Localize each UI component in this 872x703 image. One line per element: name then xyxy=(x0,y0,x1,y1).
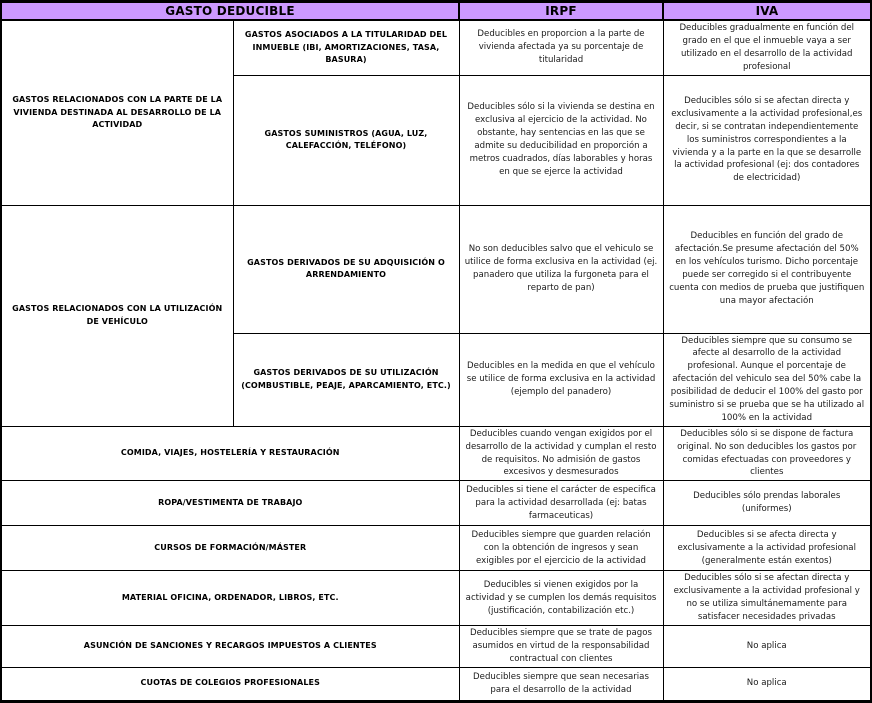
cell-ropa-iva: Deducibles sólo prendas laborales (uniformes) xyxy=(663,481,871,526)
subcategory-titularidad: GASTOS ASOCIADOS A LA TITULARIDAD DEL INMUEBLE (IBI, AMORTIZACIONES, TASA, BASURA) xyxy=(233,20,459,75)
table-row xyxy=(1,481,871,526)
row-label-ropa: ROPA/VESTIMENTA DE TRABAJO xyxy=(1,481,459,526)
table-row xyxy=(1,526,871,571)
subcategory-adquisicion: GASTOS DERIVADOS DE SU ADQUISICIÓN O ARRENDAMIENTO xyxy=(233,205,459,333)
cell-cursos-irpf: Deducibles siempre que guarden relación con la obtención de ingresos y sean exigibles por el ejercicio de la actividad xyxy=(459,526,663,571)
cell-ropa-irpf: Deducibles si tiene el carácter de especifica para la actividad desarrollada (ej: batas farmaceuticas) xyxy=(459,481,663,526)
cell-utilizacion-irpf: Deducibles en la medida en que el vehículo se utilice de forma exclusiva en la actividad (ejemplo del panadero) xyxy=(459,333,663,426)
cell-cuotas-iva: No aplica xyxy=(663,667,871,701)
subcategory-utilizacion: GASTOS DERIVADOS DE SU UTILIZACIÓN (COMBUSTIBLE, PEAJE, APARCAMIENTO, ETC.) xyxy=(233,333,459,426)
category-vehiculo: GASTOS RELACIONADOS CON LA UTILIZACIÓN DE VEHÍCULO xyxy=(1,205,233,426)
cell-material-iva: Deducibles sólo si se afectan directa y exclusivamente a la actividad profesional y no se utiliza simultánemamente para satisfacer necesidades privadas xyxy=(663,571,871,626)
header-irpf: IRPF xyxy=(459,2,663,21)
cell-suministros-iva: Deducibles sólo si se afectan directa y exclusivamente a la actividad profesional,es decir, si se contratan independientemente los suministros correspondientes a la vivienda y a la parte en la que se desarrolle la actividad profesional (ej: dos contadores de electricidad) xyxy=(663,75,871,205)
header-iva: IVA xyxy=(663,2,871,21)
row-label-material: MATERIAL OFICINA, ORDENADOR, LIBROS, ETC. xyxy=(1,571,459,626)
cell-utilizacion-iva: Deducibles siempre que su consumo se afecte al desarrollo de la actividad profesional. Aunque el porcentaje de afectación del vehiculo sea del 50% cabe la posibilidad de deducir el 100% del gasto por suministro si se prueba que se ha utilizado al 100% en la actividad xyxy=(663,333,871,426)
cell-material-irpf: Deducibles si vienen exigidos por la actividad y se cumplen los demás requisitos (justificación, contabilización etc.) xyxy=(459,571,663,626)
cell-comida-iva: Deducibles sólo si se dispone de factura original. No son deducibles los gastos por comidas efectuadas con proveedores y clientes xyxy=(663,426,871,481)
header-row xyxy=(1,2,871,21)
cell-comida-irpf: Deducibles cuando vengan exigidos por el desarrollo de la actividad y cumplan el resto de requisitos. No admisión de gastos excesivos y desmesurados xyxy=(459,426,663,481)
row-label-comida: COMIDA, VIAJES, HOSTELERÍA Y RESTAURACIÓN xyxy=(1,426,459,481)
cell-sanciones-iva: No aplica xyxy=(663,625,871,667)
table-row xyxy=(1,625,871,667)
category-vivienda: GASTOS RELACIONADOS CON LA PARTE DE LA VIVIENDA DESTINADA AL DESARROLLO DE LA ACTIVIDAD xyxy=(1,20,233,205)
cell-cursos-iva: Deducibles si se afecta directa y exclusivamente a la actividad profesional (generalmente están exentos) xyxy=(663,526,871,571)
table-row xyxy=(1,667,871,701)
row-label-cuotas: CUOTAS DE COLEGIOS PROFESIONALES xyxy=(1,667,459,701)
cell-adquisicion-irpf: No son deducibles salvo que el vehiculo se utilice de forma exclusiva en la actividad (ej. panadero que utiliza la furgoneta para el reparto de pan) xyxy=(459,205,663,333)
header-gasto-deducible: GASTO DEDUCIBLE xyxy=(1,2,459,21)
table-row xyxy=(1,571,871,626)
row-label-sanciones: ASUNCIÓN DE SANCIONES Y RECARGOS IMPUESTOS A CLIENTES xyxy=(1,625,459,667)
cell-suministros-irpf: Deducibles sólo si la vivienda se destina en exclusiva al ejercicio de la actividad. No obstante, hay sentencias en las que se admite su deducibilidad en proporción a metros cuadrados, días laborables y horas en que se ejerce la actividad xyxy=(459,75,663,205)
cell-titularidad-iva: Deducibles gradualmente en función del grado en el que el inmueble vaya a ser utilizado en el desarrollo de la actividad profesional xyxy=(663,20,871,75)
subcategory-suministros: GASTOS SUMINISTROS (AGUA, LUZ, CALEFACCIÓN, TELÉFONO) xyxy=(233,75,459,205)
table-row xyxy=(1,20,871,75)
table-row xyxy=(1,426,871,481)
cell-cuotas-irpf: Deducibles siempre que sean necesarias para el desarrollo de la actividad xyxy=(459,667,663,701)
cell-sanciones-irpf: Deducibles siempre que se trate de pagos asumidos en virtud de la responsabilidad contractual con clientes xyxy=(459,625,663,667)
table-row xyxy=(1,205,871,333)
row-label-cursos: CURSOS DE FORMACIÓN/MÁSTER xyxy=(1,526,459,571)
cell-titularidad-irpf: Deducibles en proporcion a la parte de vivienda afectada ya su porcentaje de titularidad xyxy=(459,20,663,75)
cell-adquisicion-iva: Deducibles en función del grado de afectación.Se presume afectación del 50% en los vehículos turismo. Dicho porcentaje puede ser corregido si el contribuyente cuenta con medios de prueba que justifiquen una mayor afectación xyxy=(663,205,871,333)
